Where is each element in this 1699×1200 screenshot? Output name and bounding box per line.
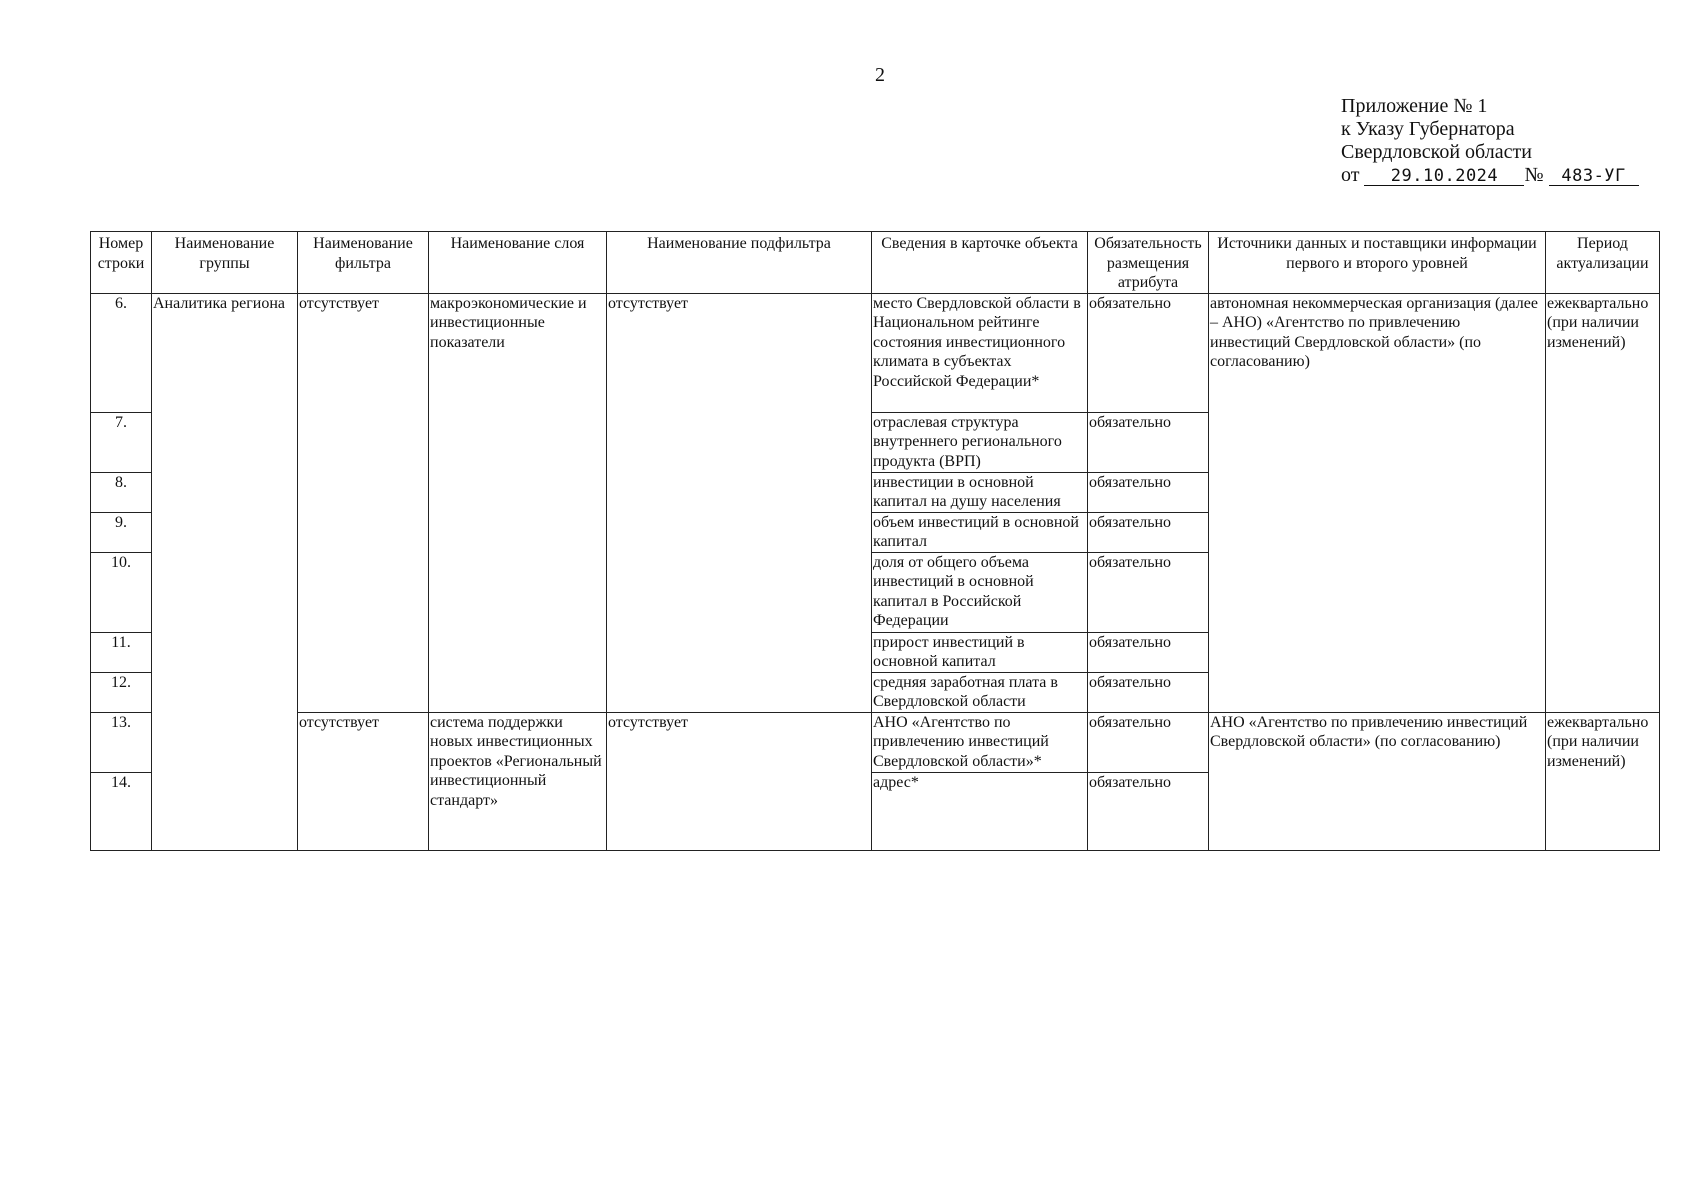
update-period: ежеквартально (при наличии изменений) bbox=[1546, 712, 1660, 850]
row-number: 12. bbox=[91, 672, 152, 712]
layer-name: система поддержки новых инвестиционных проектов «Региональный инвестиционный стандарт» bbox=[429, 712, 607, 850]
mandatory-value: обязательно bbox=[1088, 772, 1209, 850]
header-subfilter: Наименование подфильтра bbox=[607, 232, 872, 294]
table-header-row bbox=[91, 232, 1660, 294]
subfilter-name: отсутствует bbox=[607, 712, 872, 850]
mandatory-value: обязательно bbox=[1088, 632, 1209, 672]
header-period: Период актуализации bbox=[1546, 232, 1660, 294]
table-row bbox=[91, 712, 1660, 772]
data-sources: автономная некоммерческая организация (далее – АНО) «Агентство по привлечению инвестиций Свердловской области» (по согласованию) bbox=[1209, 293, 1546, 712]
object-info: доля от общего объема инвестиций в основной капитал в Российской Федерации bbox=[872, 552, 1088, 632]
header-info: Сведения в карточке объекта bbox=[872, 232, 1088, 294]
group-name: Аналитика региона bbox=[152, 293, 298, 850]
subfilter-name: отсутствует bbox=[607, 293, 872, 712]
object-info: АНО «Агентство по привлечению инвестиций Свердловской области»* bbox=[872, 712, 1088, 772]
mandatory-value: обязательно bbox=[1088, 552, 1209, 632]
appendix-decree: к Указу Губернатора bbox=[1341, 118, 1515, 140]
object-info: средняя заработная плата в Свердловской области bbox=[872, 672, 1088, 712]
mandatory-value: обязательно bbox=[1088, 472, 1209, 512]
appendix-title: Приложение № 1 bbox=[1341, 95, 1488, 117]
date-prefix: от bbox=[1341, 164, 1360, 186]
appendix-registration bbox=[1341, 164, 1639, 187]
header-filter: Наименование фильтра bbox=[298, 232, 429, 294]
data-sources: АНО «Агентство по привлечению инвестиций Свердловской области» (по согласованию) bbox=[1209, 712, 1546, 850]
object-info: прирост инвестиций в основной капитал bbox=[872, 632, 1088, 672]
row-number: 11. bbox=[91, 632, 152, 672]
row-number: 14. bbox=[91, 772, 152, 850]
row-number: 7. bbox=[91, 412, 152, 472]
number-prefix: № bbox=[1524, 164, 1544, 186]
header-num: Номер строки bbox=[91, 232, 152, 294]
mandatory-value: обязательно bbox=[1088, 512, 1209, 552]
row-number: 13. bbox=[91, 712, 152, 772]
header-mandatory: Обязательность размещения атрибута bbox=[1088, 232, 1209, 294]
object-info: место Свердловской области в Национальном рейтинге состояния инвестиционного климата в субъектах Российской Федерации* bbox=[872, 293, 1088, 412]
row-number: 10. bbox=[91, 552, 152, 632]
data-table bbox=[90, 231, 1660, 851]
appendix-header bbox=[1341, 95, 1639, 187]
update-period: ежеквартально (при наличии изменений) bbox=[1546, 293, 1660, 712]
object-info: объем инвестиций в основной капитал bbox=[872, 512, 1088, 552]
object-info: инвестиции в основной капитал на душу населения bbox=[872, 472, 1088, 512]
appendix-region: Свердловской области bbox=[1341, 141, 1532, 163]
row-number: 9. bbox=[91, 512, 152, 552]
object-info: отраслевая структура внутреннего регионального продукта (ВРП) bbox=[872, 412, 1088, 472]
mandatory-value: обязательно bbox=[1088, 712, 1209, 772]
object-info: адрес* bbox=[872, 772, 1088, 850]
row-number: 6. bbox=[91, 293, 152, 412]
filter-name: отсутствует bbox=[298, 293, 429, 712]
header-layer: Наименование слоя bbox=[429, 232, 607, 294]
layer-name: макроэкономические и инвестиционные показатели bbox=[429, 293, 607, 712]
mandatory-value: обязательно bbox=[1088, 672, 1209, 712]
decree-number: 483-УГ bbox=[1549, 167, 1639, 186]
filter-name: отсутствует bbox=[298, 712, 429, 850]
decree-date: 29.10.2024 bbox=[1364, 167, 1524, 186]
table-row bbox=[91, 293, 1660, 412]
mandatory-value: обязательно bbox=[1088, 293, 1209, 412]
header-sources: Источники данных и поставщики информации первого и второго уровней bbox=[1209, 232, 1546, 294]
mandatory-value: обязательно bbox=[1088, 412, 1209, 472]
page-number: 2 bbox=[875, 64, 885, 86]
header-group: Наименование группы bbox=[152, 232, 298, 294]
row-number: 8. bbox=[91, 472, 152, 512]
